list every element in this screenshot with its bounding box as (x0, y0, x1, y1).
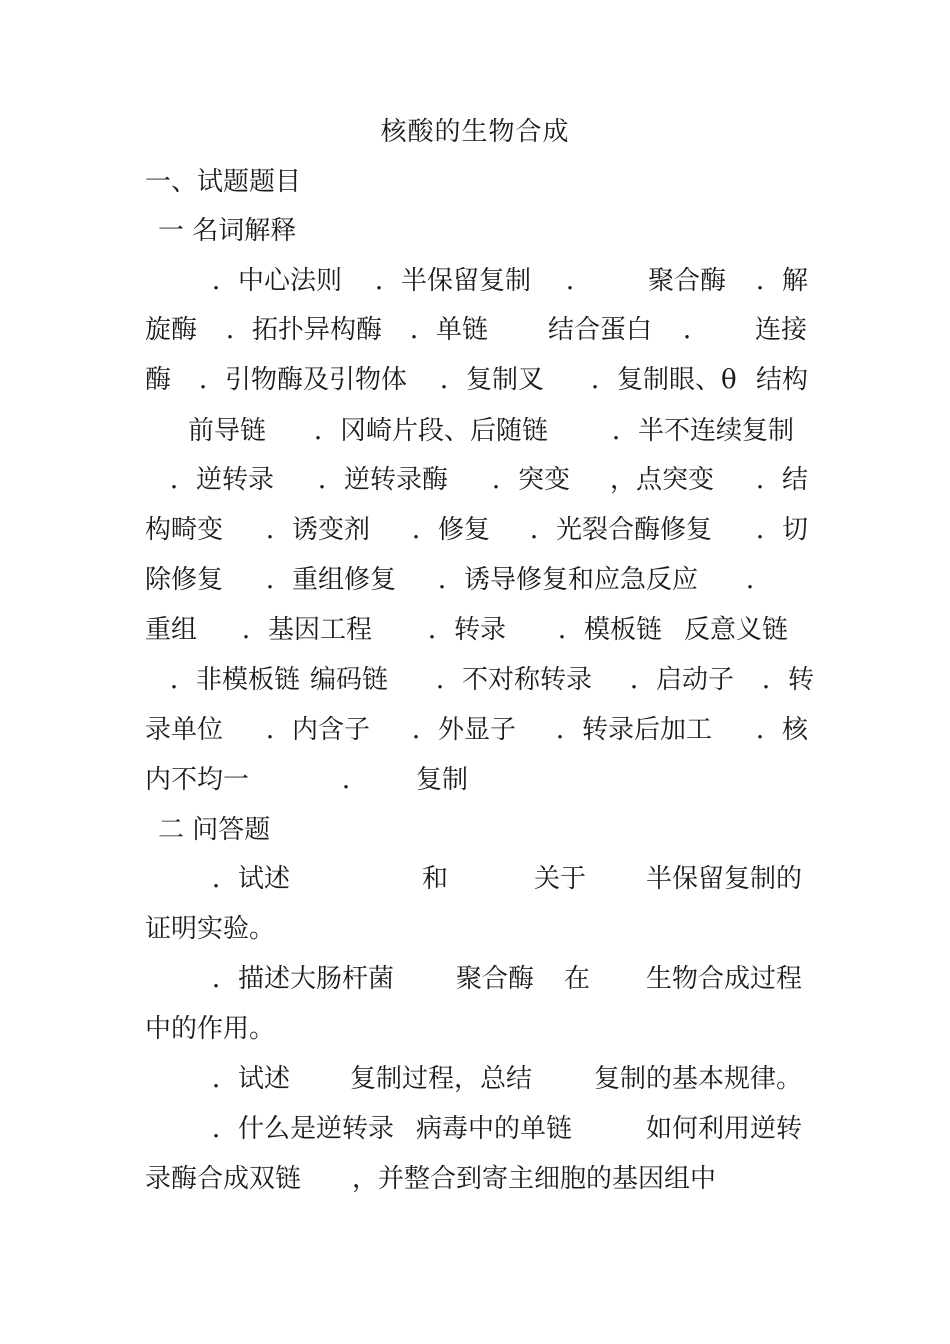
term-item: ．模板链 (558, 615, 663, 645)
term-item: 反意义链 (684, 615, 789, 645)
term-item: ． (566, 266, 593, 296)
term-item: 编码链 (310, 665, 389, 695)
question-text: 关于 (534, 864, 587, 894)
term-item: ．转录 (428, 615, 507, 645)
subsection-heading-terms: 一 名词解释 (158, 216, 297, 246)
term-item: ．核 (756, 715, 809, 745)
term-item: ．逆转录酶 (318, 465, 449, 495)
term-item: 录单位 (145, 715, 224, 745)
term-item: ． (746, 565, 773, 595)
term-item: ．单链 (410, 315, 489, 345)
term-item: ．转录后加工 (556, 715, 713, 745)
term-item: ．切 (756, 515, 809, 545)
section-heading-one: 一、试题题目 (145, 167, 302, 197)
term-item: ．基因工程 (242, 615, 373, 645)
term-item: ．非模板链 (170, 665, 301, 695)
question-text: 半保留复制的 (646, 864, 803, 894)
term-item: 酶 (145, 365, 172, 395)
term-item: ．中心法则 (212, 266, 343, 296)
term-item: ．内含子 (266, 715, 371, 745)
term-item: ．启动子 (630, 665, 735, 695)
term-item: ．半不连续复制 (612, 416, 795, 446)
term-item: 除修复 (145, 565, 224, 595)
term-item: ．引物酶及引物体 (199, 365, 408, 395)
question-text: 中的作用。 (145, 1014, 276, 1044)
subsection-heading-questions: 二 问答题 (158, 815, 271, 845)
term-item: 结合蛋白 (548, 315, 653, 345)
question-text: ．试述 (212, 1064, 291, 1094)
term-item: ． (683, 315, 710, 345)
term-item: 连接 (755, 315, 808, 345)
term-item: ．修复 (412, 515, 491, 545)
term-item: ，点突变 (610, 465, 715, 495)
term-item: ．半保留复制 (375, 266, 532, 296)
term-item: ．诱导修复和应急反应 (438, 565, 699, 595)
term-item: 重组 (145, 615, 198, 645)
term-item: ．结 (756, 465, 809, 495)
term-item: ．转 (762, 665, 815, 695)
term-item: 聚合酶 (648, 266, 727, 296)
term-item: 前导链 (188, 416, 267, 446)
question-text: 病毒中的单链 (416, 1114, 573, 1144)
term-item: ．逆转录 (170, 465, 275, 495)
question-text: 录酶合成双链 (145, 1164, 302, 1194)
term-item: ．重组修复 (266, 565, 397, 595)
question-text: 复制过程，总结 (350, 1064, 533, 1094)
term-item: ． (342, 765, 369, 795)
question-text: 生物合成过程 (646, 964, 803, 994)
question-text: ．什么是逆转录 (212, 1114, 395, 1144)
term-item: ．复制眼、θ (591, 365, 737, 395)
term-item: ．突变 (492, 465, 571, 495)
term-item: ．拓扑异构酶 (226, 315, 383, 345)
term-item: 结构 (756, 365, 809, 395)
question-text: 聚合酶 (456, 964, 535, 994)
term-item: ．光裂合酶修复 (530, 515, 713, 545)
question-text: 复制的基本规律。 (594, 1064, 803, 1094)
term-item: 构畸变 (145, 515, 224, 545)
term-item: ．冈崎片段、后随链 (314, 416, 549, 446)
term-item: ．诱变剂 (266, 515, 371, 545)
term-item: ．不对称转录 (436, 665, 593, 695)
term-item: 旋酶 (145, 315, 198, 345)
term-item: ．外显子 (412, 715, 517, 745)
question-text: ．描述大肠杆菌 (212, 964, 395, 994)
document-title: 核酸的生物合成 (380, 117, 570, 147)
question-text: 证明实验。 (145, 914, 276, 944)
question-text: ，并整合到寄主细胞的基因组中 (352, 1164, 717, 1194)
term-item: ．复制叉 (440, 365, 545, 395)
question-text: ．试述 (212, 864, 291, 894)
question-text: 如何利用逆转 (646, 1114, 803, 1144)
question-text: 在 (564, 964, 591, 994)
term-item: ．解 (756, 266, 809, 296)
question-text: 和 (422, 864, 449, 894)
term-item: 复制 (416, 765, 469, 795)
term-item: 内不均一 (145, 765, 250, 795)
